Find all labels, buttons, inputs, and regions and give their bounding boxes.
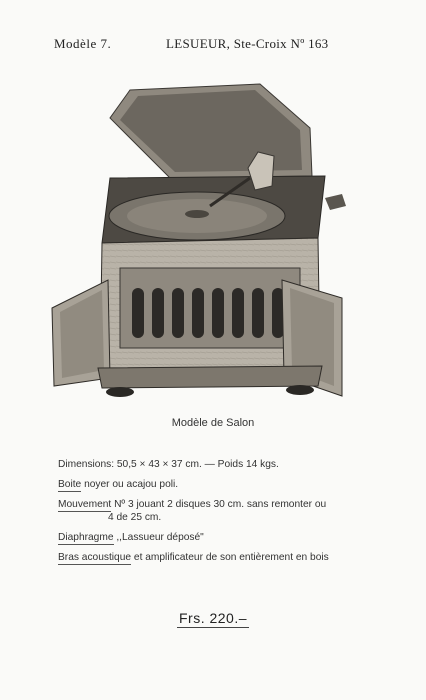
model-number: Modèle 7. (54, 36, 112, 51)
spec-mouvement (58, 498, 378, 526)
specifications (58, 458, 378, 571)
price-value: Frs. 220.– (178, 610, 248, 626)
spec-dimensions: Dimensions: 50,5 × 43 × 37 cm. — Poids 14 kgs. (58, 459, 279, 470)
page-header (54, 36, 366, 56)
spec-boite-text: noyer ou acajou poli. (84, 478, 179, 490)
spec-diaphragme-label: Diaphragme (58, 532, 114, 544)
spec-bras-label: Bras acoustique (58, 551, 132, 563)
spec-mouvement-label: Mouvement (58, 498, 112, 510)
spec-boite (58, 478, 378, 492)
price (0, 610, 426, 626)
photo-caption: Modèle de Salon (171, 417, 255, 429)
spec-mouvement-cont: 4 de 25 cm. (108, 512, 162, 524)
spec-boite-label: Boite (58, 478, 82, 490)
spec-bras-text: et amplificateur de son entièrement en bois (133, 551, 329, 563)
gramophone-photo (50, 68, 350, 408)
spec-bras (58, 551, 378, 565)
spec-diaphragme (58, 531, 378, 545)
spec-mouvement-text: Nº 3 jouant 2 disques 30 cm. sans remonter ou (114, 498, 327, 510)
maker-line: LESUEUR, Ste-Croix Nº 163 (166, 36, 329, 51)
spec-diaphragme-text: ,,Lassueur déposé" (116, 532, 204, 544)
